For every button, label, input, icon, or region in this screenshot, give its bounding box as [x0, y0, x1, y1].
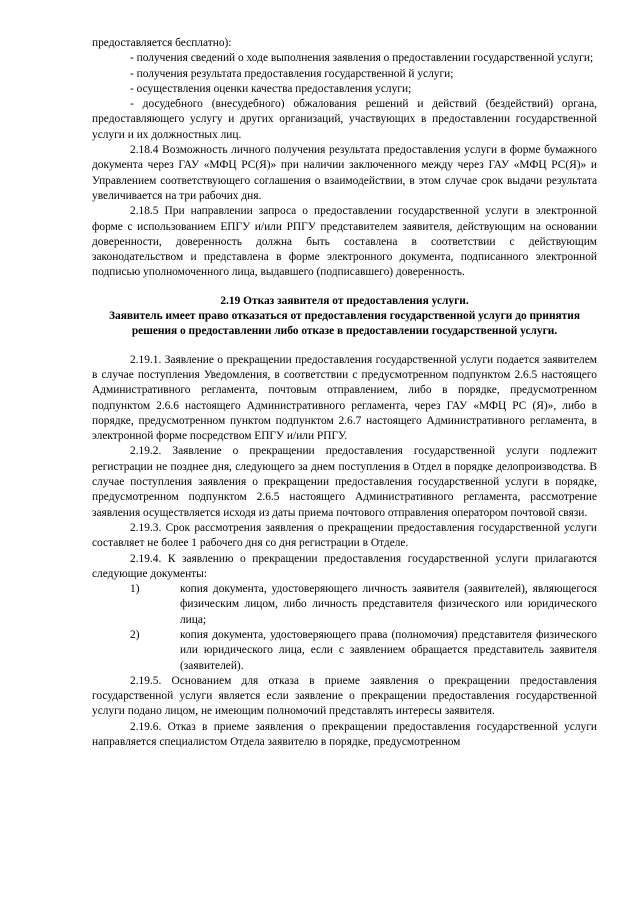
list-text: копия документа, удостоверяющего личность заявителя (заявителей), являющегося физическим лицом, либо личность представителя физического или юридического лица; [180, 583, 597, 626]
list-item-authority-doc [92, 628, 597, 674]
paragraph-2-19-4: 2.19.4. К заявлению о прекращении предоставления государственной услуги прилагаются следующие документы: [92, 552, 597, 580]
paragraph-2-19-3: 2.19.3. Срок рассмотрения заявления о прекращении предоставления государственной услуги составляет не более 1 рабочего дня со дня регистрации в Отделе. [92, 521, 597, 550]
paragraph-2-19-1: 2.19.1. Заявление о прекращении предоставления государственной услуги подается заявителем в случае поступления Уведомления, в соответствии с предусмотренном подпунктом 2.6.5 настоящего Административного регламента, почтовым отправлением, либо в порядке, предусмотренном подпунктом 2.6.6 настоящего Административного регламента, через ГАУ «МФЦ РС (Я)», либо в порядке, предусмотренном пунктом подпунктом 2.6.7 настоящего Административного регламента, в электронной форме посредством ЕПГУ и/или РПГУ. [92, 353, 597, 443]
paragraph-2-19-5: 2.19.5. Основанием для отказа в приеме заявления о прекращении предоставления государственной услуги является если заявление о прекращении предоставления государственной услуги подано лицом, не имеющим полномочий представлять интересы заявителя. [92, 674, 597, 718]
document-page [92, 36, 597, 750]
paragraph-2-18-4: 2.18.4 Возможность личного получения результата предоставления услуги в форме бумажного документа через ГАУ «МФЦ РС(Я)» при наличии заключенного между через ГАУ «МФЦ РС(Я)» и Управлением соответствующего соглашения о взаимодействии, в этом случае срок выдачи результата увеличивается на три рабочих дня. [92, 144, 597, 202]
list-text: копия документа, удостоверяющего права (полномочия) представителя физического или юридического лица, если с заявлением обращается представитель заявителя (заявителей). [180, 628, 597, 672]
section-subheading: Заявитель имеет право отказаться от предоставления государственной услуги до принятия решения о предоставлении либо отказе в предоставлении государственной услуги. [108, 310, 581, 338]
paragraph-2-19-6: 2.19.6. Отказ в приеме заявления о прекращении предоставления государственной услуги направляется специалистом Отдела заявителю в порядке, предусмотренном [92, 720, 597, 749]
list-item-result: - получения результата предоставления государственной й услуги; [130, 67, 454, 80]
list-item-quality: - осуществления оценки качества предоставления услуги; [130, 82, 412, 95]
paragraph-2-19-2: 2.19.2. Заявление о прекращении предоставления государственной услуги подлежит регистрации не позднее дня, следующего за днем поступления в Отдел в порядке делопроизводства. В случае поступления заявления о прекращении предоставления государственной услуги в порядке, предусмотренном подпунктом 2.6.5 настоящего Административного регламента, рассмотрение заявления осуществляется исходя из даты приема почтового отправления оператором почтовой связи. [92, 445, 597, 519]
paragraph: предоставляется бесплатно): [92, 37, 232, 49]
list-number: 1) [130, 583, 140, 596]
list-item-identity-doc [92, 582, 597, 628]
list-number: 2) [130, 628, 140, 641]
paragraph-2-18-5: 2.18.5 При направлении запроса о предоставлении государственной услуги в электронной форме с использованием ЕПГУ и/или РПГУ представителем заявителя, действующим на основании доверенности, доверенность должна быть составлена в соответствии с действующим законодательством и представлена в форме электронного документа, подписанного электронной подписью уполномоченного лица, выдавшего (подписавшего) доверенность. [92, 205, 597, 279]
list-item-status: - получения сведений о ходе выполнения заявления о предоставлении государственной услуги; [130, 52, 594, 65]
list-item-appeal: - досудебного (внесудебного) обжалования решений и действий (бездействий) органа, предоставляющего услугу и других организаций, участвующих в предоставлении государственной услуги и их должностных лиц. [92, 98, 597, 141]
section-heading: 2.19 Отказ заявителя от предоставления услуги. [220, 294, 469, 307]
